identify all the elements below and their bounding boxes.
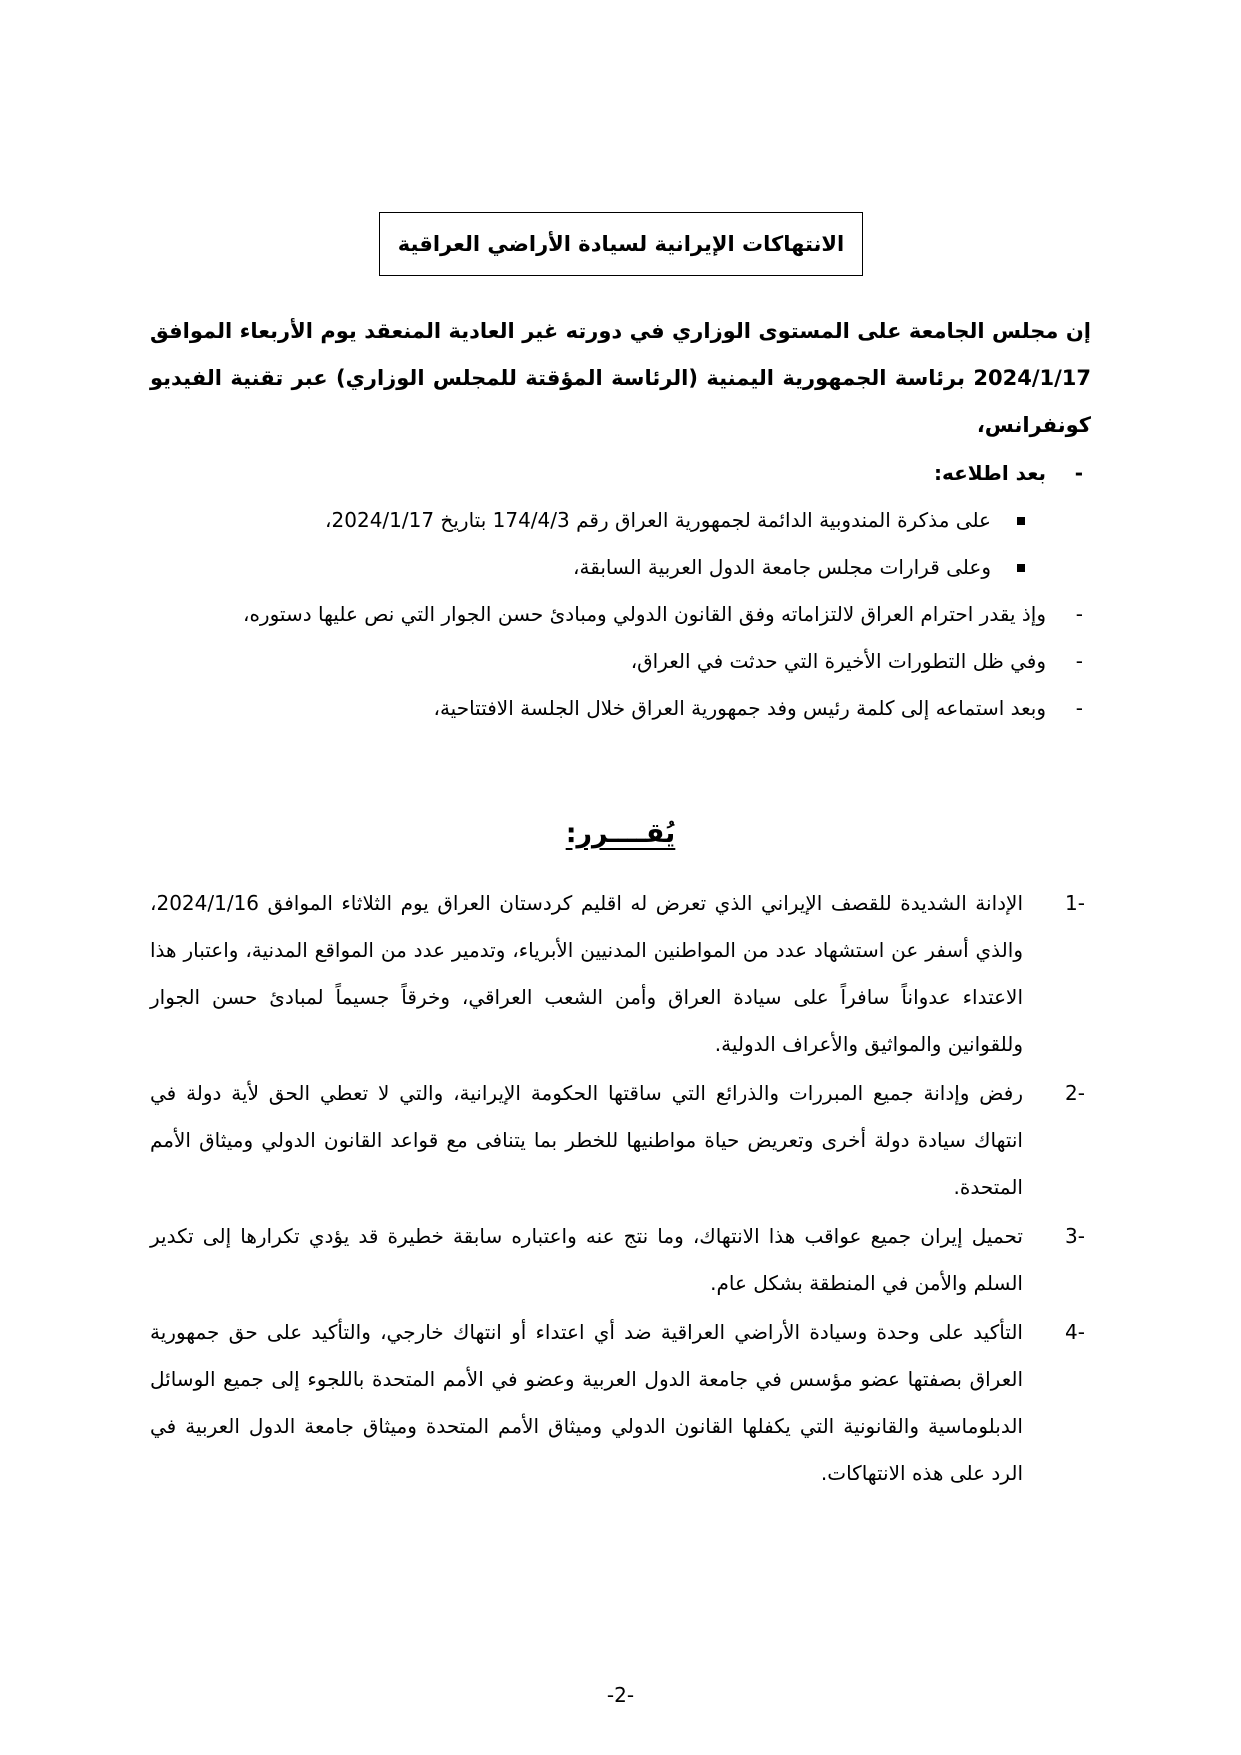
resolution-number: 1- bbox=[1065, 891, 1085, 915]
resolution-text: التأكيد على وحدة وسيادة الأراضي العراقية ضد أي اعتداء أو انتهاك خارجي، والتأكيد على حق جمهورية العراق بصفتها عضو مؤسس في جامعة الدول العربية وعضو في الأمم المتحدة باللجوء إلى جميع الوسائل الدبلوماسية والقانونية التي يكفلها القانون الدولي وميثاق الأمم المتحدة وميثاق جامعة الدول العربية في الرد على هذه الانتهاكات. bbox=[150, 1320, 1023, 1485]
resolution-item-2 bbox=[150, 1070, 1091, 1211]
after-review-label: بعد اطلاعه: bbox=[934, 461, 1046, 485]
after-review-row bbox=[150, 450, 1091, 497]
consideration-item-1 bbox=[150, 591, 1091, 638]
decides-heading-text: يُقــــرر: bbox=[565, 818, 676, 849]
sub-item-text: وعلى قرارات مجلس جامعة الدول العربية السابقة، bbox=[573, 555, 991, 579]
dash-marker: - bbox=[1075, 649, 1083, 673]
preamble-paragraph: إن مجلس الجامعة على المستوى الوزاري في دورته غير العادية المنعقد يوم الأربعاء الموافق 2024/1/17 برئاسة الجمهورية اليمنية (الرئاسة المؤقتة للمجلس الوزاري) عبر تقنية الفيديو كونفرانس، bbox=[150, 319, 1091, 437]
dash-marker: - bbox=[1074, 461, 1083, 485]
resolution-item-1 bbox=[150, 880, 1091, 1068]
consideration-item-3 bbox=[150, 685, 1091, 732]
resolution-number: 3- bbox=[1065, 1224, 1085, 1248]
page-number: -2- bbox=[606, 1683, 635, 1707]
square-bullet-icon bbox=[1017, 517, 1025, 525]
dash-marker: - bbox=[1075, 602, 1083, 626]
resolution-item-4 bbox=[150, 1309, 1091, 1497]
dash-marker: - bbox=[1075, 696, 1083, 720]
resolution-text: رفض وإدانة جميع المبررات والذرائع التي ساقتها الحكومة الإيرانية، والتي لا تعطي الحق لأية دولة في انتهاك سيادة دولة أخرى وتعريض حياة مواطنيها للخطر بما يتنافى مع قواعد القانون الدولي وميثاق الأمم المتحدة. bbox=[150, 1081, 1023, 1199]
sub-item-2 bbox=[150, 544, 1091, 591]
consideration-text: وفي ظل التطورات الأخيرة التي حدثت في العراق، bbox=[630, 649, 1046, 673]
resolutions-list bbox=[150, 880, 1091, 1499]
document-page bbox=[150, 0, 1091, 1755]
square-bullet-icon bbox=[1017, 564, 1025, 572]
resolution-number: 2- bbox=[1065, 1081, 1085, 1105]
resolution-number: 4- bbox=[1065, 1320, 1085, 1344]
consideration-text: وبعد استماعه إلى كلمة رئيس وفد جمهورية العراق خلال الجلسة الافتتاحية، bbox=[433, 696, 1046, 720]
decides-heading bbox=[150, 818, 1091, 849]
consideration-item-2 bbox=[150, 638, 1091, 685]
resolution-text: تحميل إيران جميع عواقب هذا الانتهاك، وما نتج عنه واعتباره سابقة خطيرة قد يؤدي تكرارها إلى تكدير السلم والأمن في المنطقة بشكل عام. bbox=[150, 1224, 1023, 1295]
resolution-item-3 bbox=[150, 1213, 1091, 1307]
sub-item-1 bbox=[150, 497, 1091, 544]
sub-item-text: على مذكرة المندوبية الدائمة لجمهورية العراق رقم 174/4/3 بتاريخ 2024/1/17، bbox=[325, 508, 991, 532]
consideration-text: وإذ يقدر احترام العراق لالتزاماته وفق القانون الدولي ومبادئ حسن الجوار التي نص عليها دستوره، bbox=[243, 602, 1046, 626]
document-title: الانتهاكات الإيرانية لسيادة الأراضي العراقية bbox=[379, 212, 863, 276]
resolution-text: الإدانة الشديدة للقصف الإيراني الذي تعرض له اقليم كردستان العراق يوم الثلاثاء الموافق 2024/1/16، والذي أسفر عن استشهاد عدد من المواطنين المدنيين الأبرياء، وتدمير عدد من المواقع المدنية، واعتبار هذا الاعتداء عدواناً سافراً على سيادة العراق وأمن الشعب العراقي، وخرقاً جسيماً لمبادئ حسن الجوار وللقوانين والمواثيق والأعراف الدولية. bbox=[150, 891, 1023, 1056]
considerations-block bbox=[150, 450, 1091, 732]
